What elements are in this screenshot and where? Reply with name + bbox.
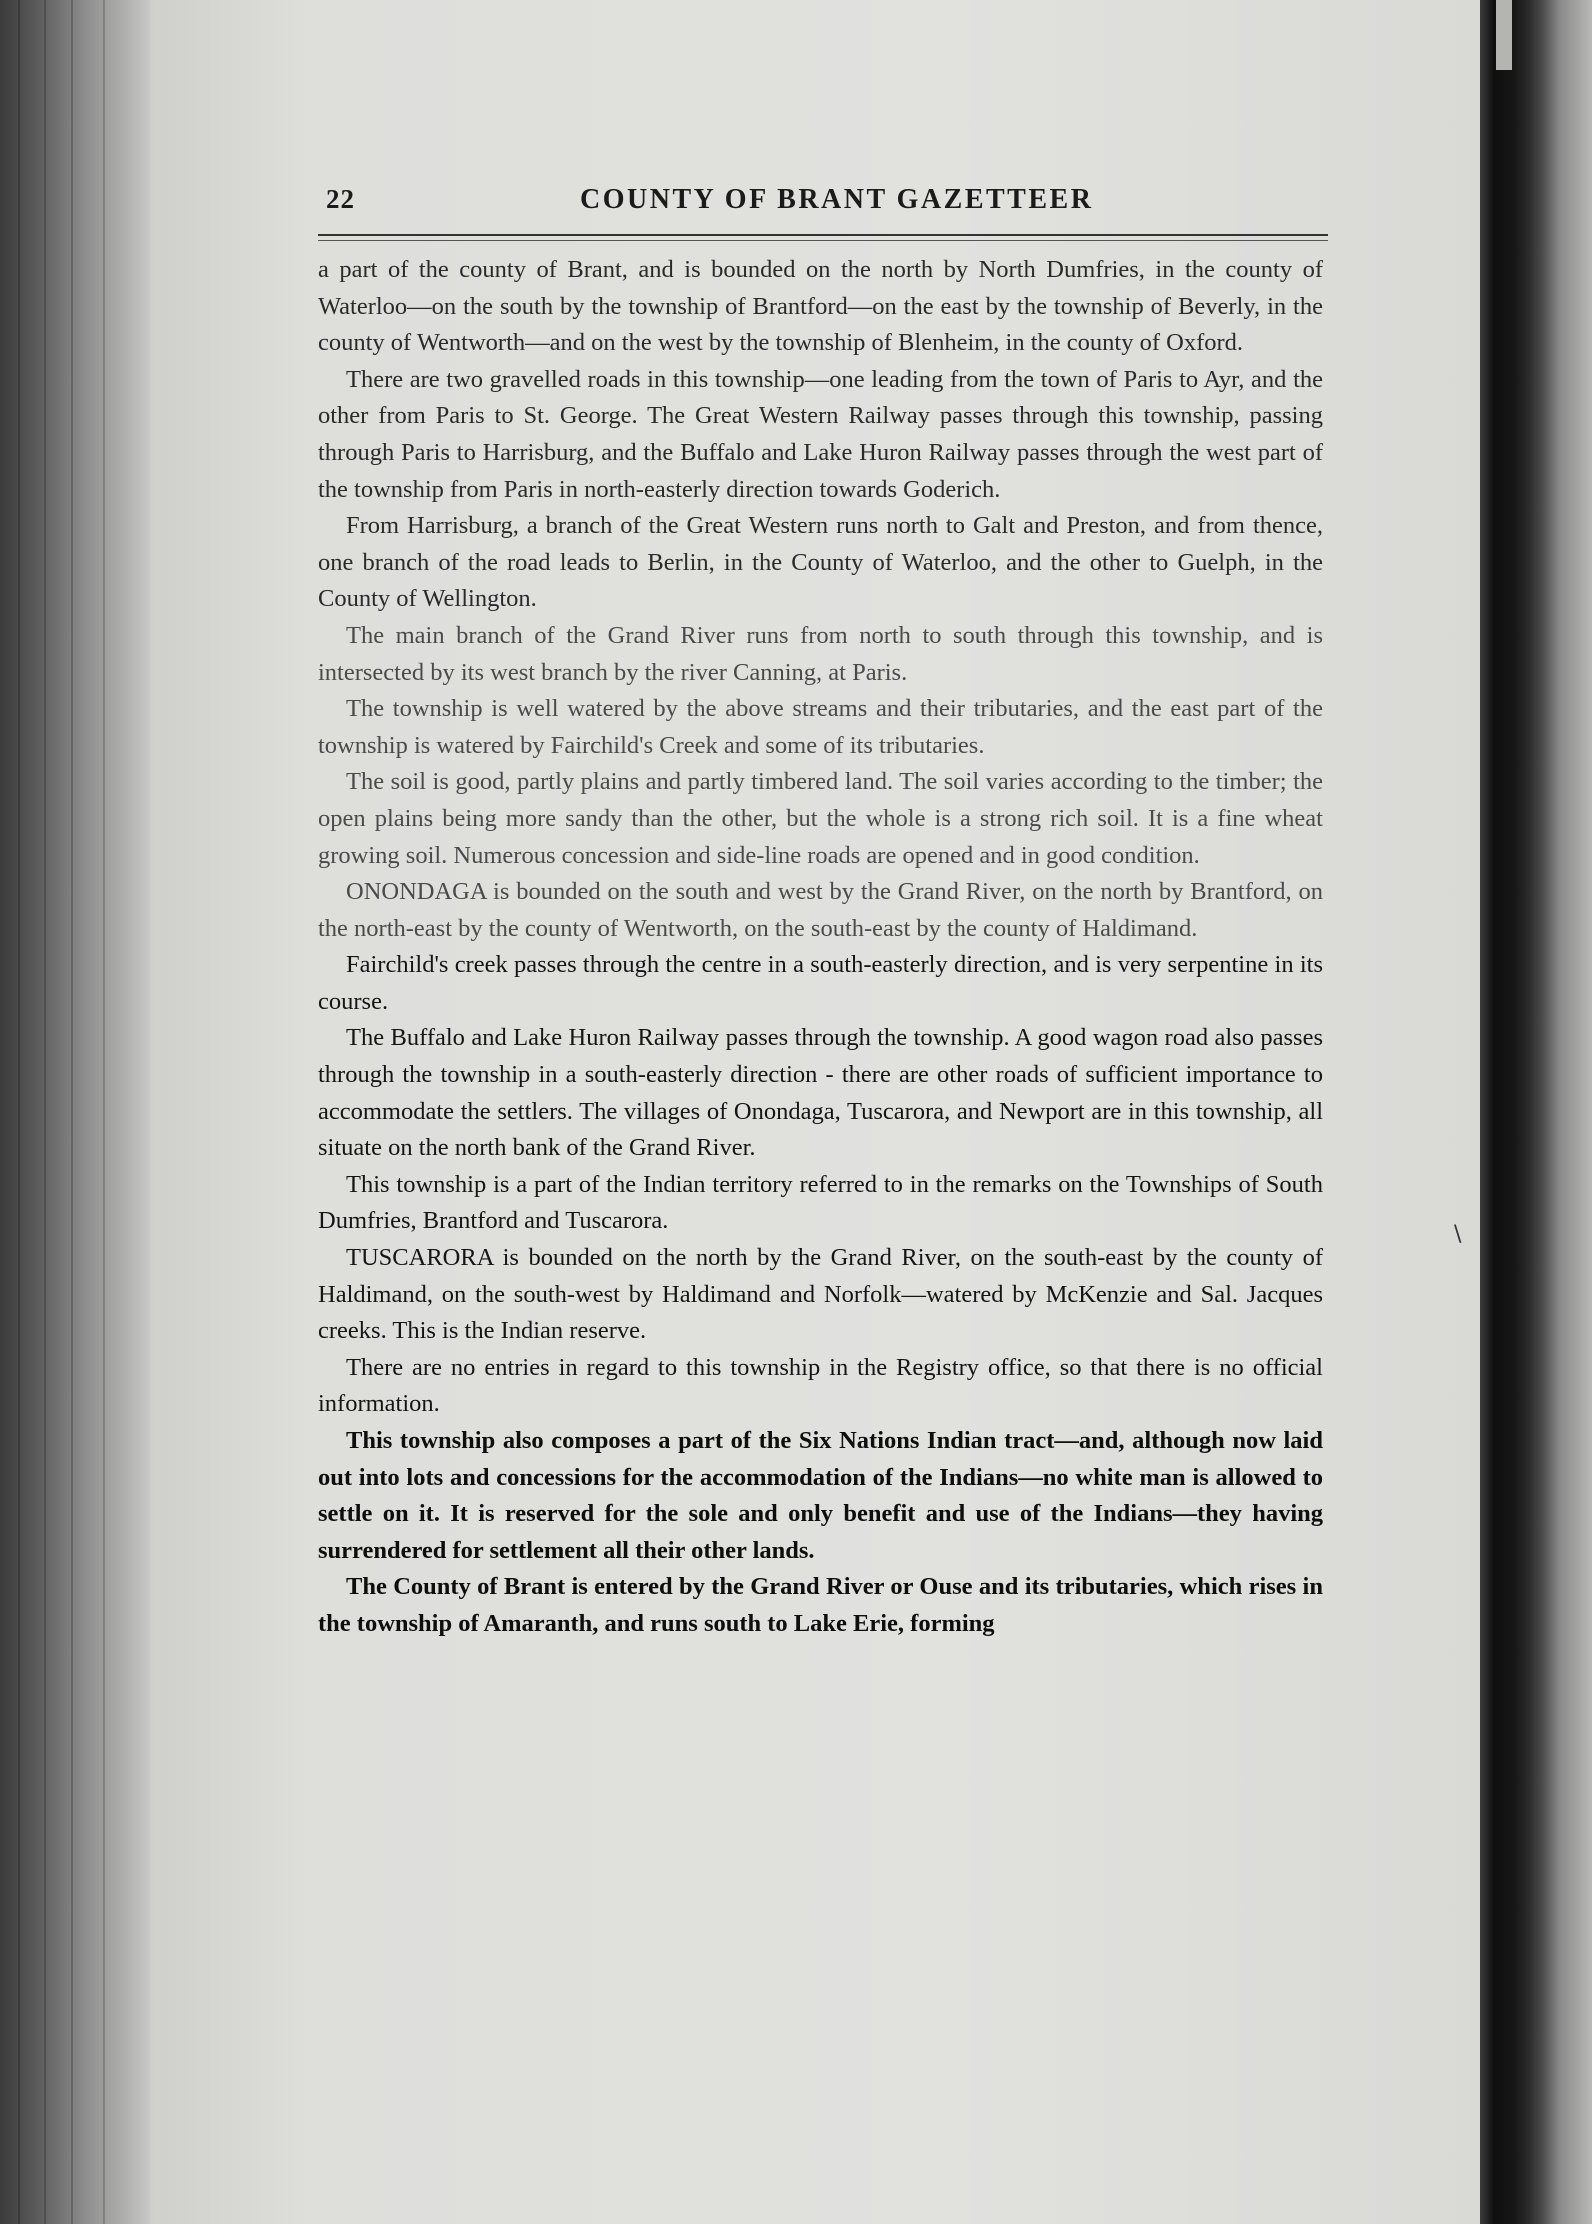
paragraph: This township is a part of the Indian territory referred to in the remarks on the Townships of South Dumfries, Brantford and Tuscarora.	[318, 1170, 1323, 1235]
running-title: COUNTY OF BRANT GAZETTEER	[580, 184, 1094, 215]
paragraph: The soil is good, partly plains and partly timbered land. The soil varies according to the timber; the open plains being more sandy than the other, but the whole is a strong rich soil. It is a fine wheat growing soil. Numerous concession and side-line roads are opened and in good condition.	[318, 768, 1323, 869]
scan-streak	[44, 0, 46, 2224]
left-page-edge	[0, 0, 150, 2224]
paragraph: There are two gravelled roads in this township—one leading from the town of Paris to Ayr, and the other from Paris to St. George. The Great Western Railway passes through this township, passing through Paris to Harrisburg, and the Buffalo and Lake Huron Railway passes through the west part of the township from Paris in north-easterly direction towards Goderich.	[318, 365, 1323, 503]
page-header	[318, 180, 1328, 220]
paragraph: The Buffalo and Lake Huron Railway passes through the township. A good wagon road also passes through the township in a south-easterly direction - there are other roads of sufficient importance to accommodate the settlers. The villages of Onondaga, Tuscarora, and Newport are in this township, all situate on the north bank of the Grand River.	[318, 1024, 1323, 1162]
paragraph: Fairchild's creek passes through the centre in a south-easterly direction, and is very serpentine in its course.	[318, 951, 1323, 1015]
spine-notch	[1496, 0, 1512, 70]
scan-streak	[103, 0, 105, 2224]
page-number: 22	[326, 184, 355, 214]
body-text	[318, 252, 1323, 1643]
header-rule	[318, 234, 1328, 236]
paragraph: ONONDAGA is bounded on the south and west by the Grand River, on the north by Brantford, on the north-east by the county of Wentworth, on the south-east by the county of Haldimand.	[318, 878, 1323, 942]
header-rule-thin	[318, 240, 1328, 241]
paragraph: The County of Brant is entered by the Grand River or Ouse and its tributaries, which rises in the township of Amaranth, and runs south to Lake Erie, forming	[318, 1573, 1323, 1637]
paragraph: From Harrisburg, a branch of the Great Western runs north to Galt and Preston, and from thence, one branch of the road leads to Berlin, in the County of Waterloo, and the other to Guelph, in the County of Wellington.	[318, 512, 1323, 613]
scan-streak	[18, 0, 20, 2224]
margin-mark: \	[1454, 1222, 1462, 1247]
paragraph: The main branch of the Grand River runs from north to south through this township, and is intersected by its west branch by the river Canning, at Paris.	[318, 621, 1323, 686]
book-spine	[1480, 0, 1592, 2224]
paragraph: a part of the county of Brant, and is bounded on the north by North Dumfries, in the county of Waterloo—on the south by the township of Brantford—on the east by the township of Beverly, in the county of Wentworth—and on the west by the township of Blenheim, in the county of Oxford.	[318, 256, 1323, 357]
paragraph: The township is well watered by the above streams and their tributaries, and the east part of the township is watered by Fairchild's Creek and some of its tributaries.	[318, 695, 1323, 759]
paragraph: There are no entries in regard to this township in the Registry office, so that there is no official information.	[318, 1353, 1323, 1418]
paragraph: This township also composes a part of the Six Nations Indian tract—and, although now laid out into lots and concessions for the accommodation of the Indians—no white man is allowed to settle on it. It is reserved for the sole and only benefit and use of the Indians—they having surrendered for settlement all their other lands.	[318, 1427, 1323, 1564]
scan-streak	[71, 0, 73, 2224]
paragraph: TUSCARORA is bounded on the north by the Grand River, on the south-east by the county of Haldimand, on the south-west by Haldimand and Norfolk—watered by McKenzie and Sal. Jacques creeks. This is the Indian reserve.	[318, 1244, 1323, 1345]
